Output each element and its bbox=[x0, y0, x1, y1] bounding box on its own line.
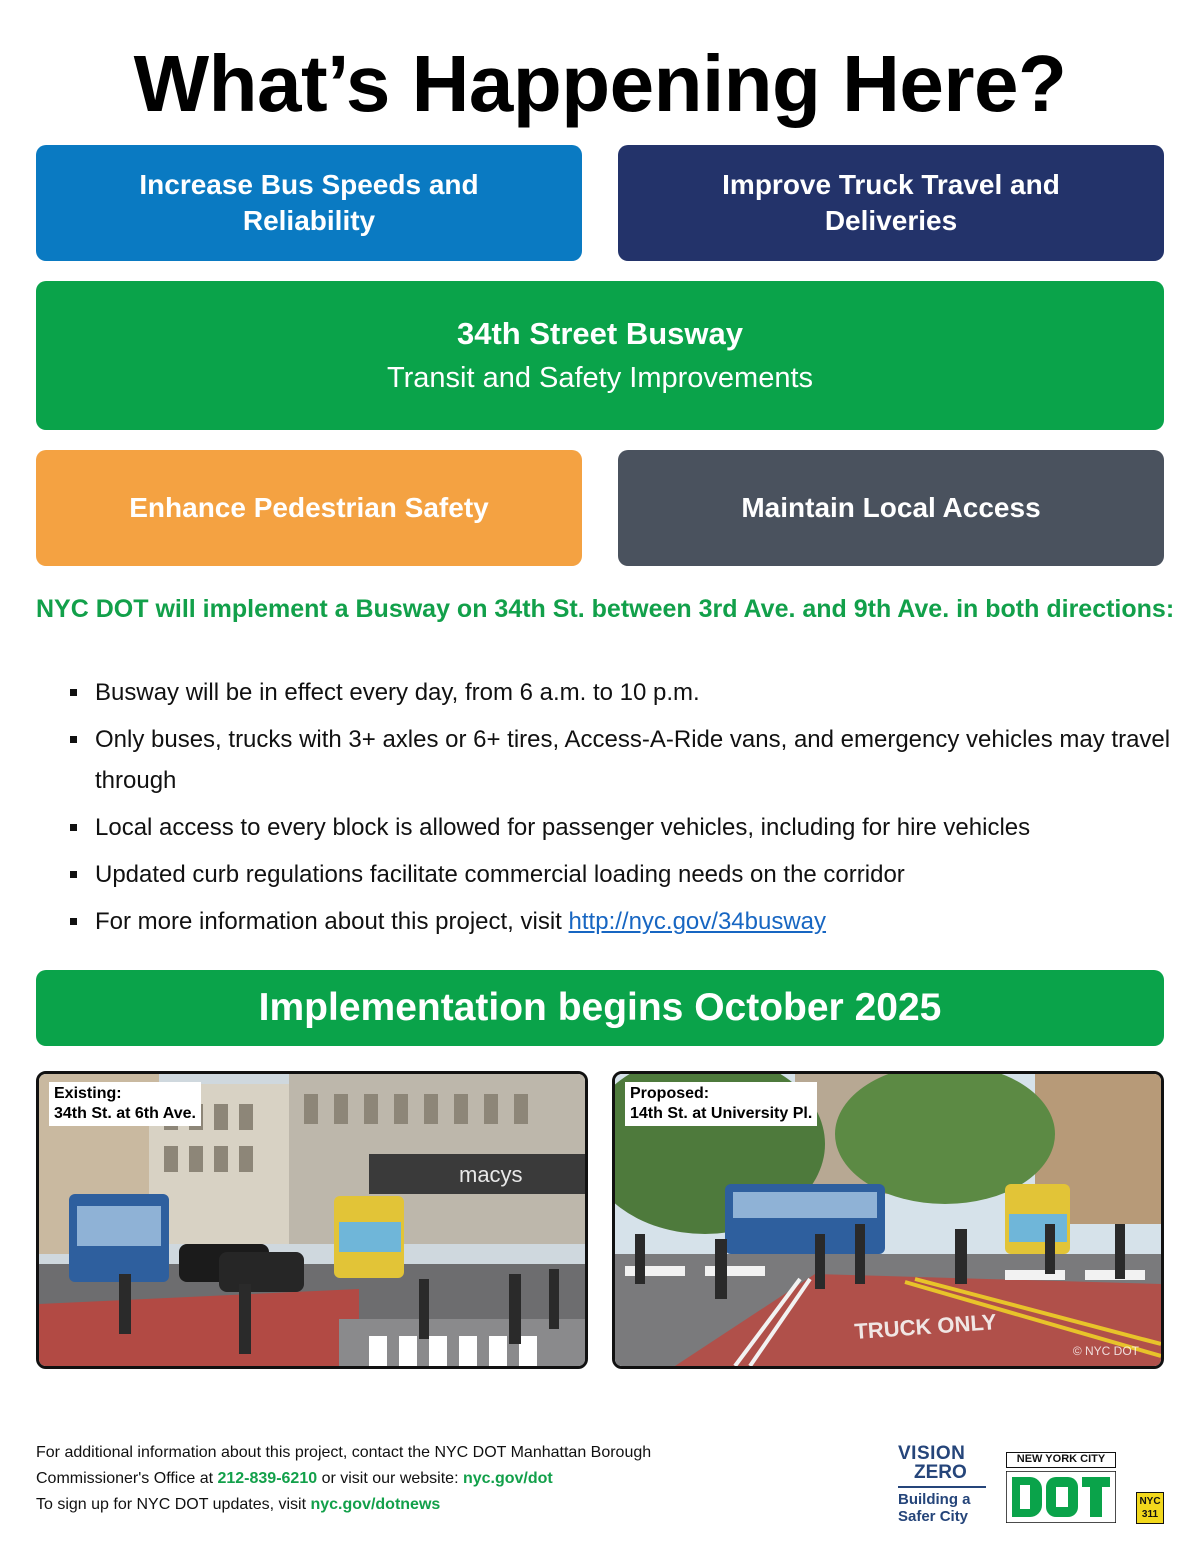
macys-sign: macys bbox=[459, 1162, 523, 1187]
busway-title: 34th Street Busway bbox=[457, 315, 743, 351]
bullet-list bbox=[66, 672, 1176, 948]
footer-line-2-prefix: Commissioner's Office at bbox=[36, 1470, 218, 1487]
goal-bus-speeds bbox=[36, 145, 582, 261]
website-link[interactable]: nyc.gov/dot bbox=[462, 1470, 553, 1487]
footer-contact bbox=[36, 1440, 796, 1518]
page-title: What’s Happening Here? bbox=[133, 39, 1067, 128]
bullet-item: Updated curb regulations facilitate commercial loading needs on the corridor bbox=[66, 854, 1176, 895]
nyc-311-line-1: NYC bbox=[1139, 1496, 1161, 1507]
implementation-banner-text: Implementation begins October 2025 bbox=[258, 986, 942, 1029]
footer-line-1: For additional information about this project, contact the NYC DOT Manhattan Borough bbox=[36, 1444, 652, 1461]
goal-local-access-label: Maintain Local Access bbox=[741, 492, 1041, 523]
pavement-marking: TRUCK ONLY bbox=[853, 1309, 998, 1344]
proposed-location: 14th St. at University Pl. bbox=[630, 1105, 813, 1122]
nyc-311-line-2: 311 bbox=[1141, 1509, 1159, 1520]
footer-line-2 bbox=[36, 1466, 796, 1492]
busway-banner bbox=[36, 281, 1164, 430]
more-info-text: For more information about this project, visit bbox=[95, 908, 569, 935]
bullet-item: Busway will be in effect every day, from 6 a.m. to 10 p.m. bbox=[66, 672, 1176, 713]
goal-pedestrian-safety-label: Enhance Pedestrian Safety bbox=[129, 492, 489, 523]
dotnews-link[interactable]: nyc.gov/dotnews bbox=[310, 1496, 441, 1513]
busway-subtitle: Transit and Safety Improvements bbox=[386, 361, 814, 394]
photo-credit: © NYC DOT bbox=[1072, 1344, 1139, 1358]
existing-label: Existing: bbox=[54, 1085, 122, 1102]
existing-location: 34th St. at 6th Ave. bbox=[54, 1105, 196, 1122]
bullet-item: Local access to every block is allowed for passenger vehicles, including for hire vehicles bbox=[66, 807, 1176, 848]
nyc-dot-logo bbox=[1006, 1452, 1116, 1524]
vision-zero-logo bbox=[898, 1444, 998, 1544]
implementation-banner bbox=[36, 970, 1164, 1046]
vision-zero-tagline: Building a Safer City bbox=[898, 1491, 971, 1525]
goal-truck-travel-label: Improve Truck Travel and Deliveries bbox=[722, 169, 1060, 236]
proposed-photo bbox=[612, 1071, 1164, 1369]
phone-number[interactable]: 212-839-6210 bbox=[217, 1470, 318, 1487]
bullet-item: Only buses, trucks with 3+ axles or 6+ tires, Access-A-Ride vans, and emergency vehicles may travel through bbox=[66, 719, 1176, 801]
bullet-item-more-info bbox=[66, 901, 1176, 942]
vision-zero-word-1: VISION bbox=[898, 1443, 966, 1464]
vision-zero-divider bbox=[898, 1486, 986, 1488]
goal-truck-travel bbox=[618, 145, 1164, 261]
nyc-311-logo bbox=[1136, 1492, 1164, 1524]
dot-logo-label: NEW YORK CITY bbox=[1006, 1452, 1116, 1468]
proposed-label: Proposed: bbox=[630, 1085, 710, 1102]
goal-bus-speeds-label: Increase Bus Speeds and Reliability bbox=[139, 169, 479, 236]
vision-zero-word-2: ZERO bbox=[914, 1462, 967, 1483]
proposed-caption bbox=[625, 1082, 817, 1126]
busway-link[interactable]: http://nyc.gov/34busway bbox=[568, 908, 827, 935]
existing-caption bbox=[49, 1082, 201, 1126]
footer-line-3-prefix: To sign up for NYC DOT updates, visit bbox=[36, 1496, 311, 1513]
goal-local-access bbox=[618, 450, 1164, 566]
existing-photo bbox=[36, 1071, 588, 1369]
footer-line-3 bbox=[36, 1492, 796, 1518]
footer-line-2-mid: or visit our website: bbox=[317, 1470, 463, 1487]
goal-pedestrian-safety bbox=[36, 450, 582, 566]
dot-letters-mark bbox=[1006, 1471, 1116, 1523]
intro-text: NYC DOT will implement a Busway on 34th St. between 3rd Ave. and 9th Ave. in both directions: bbox=[36, 595, 1175, 623]
